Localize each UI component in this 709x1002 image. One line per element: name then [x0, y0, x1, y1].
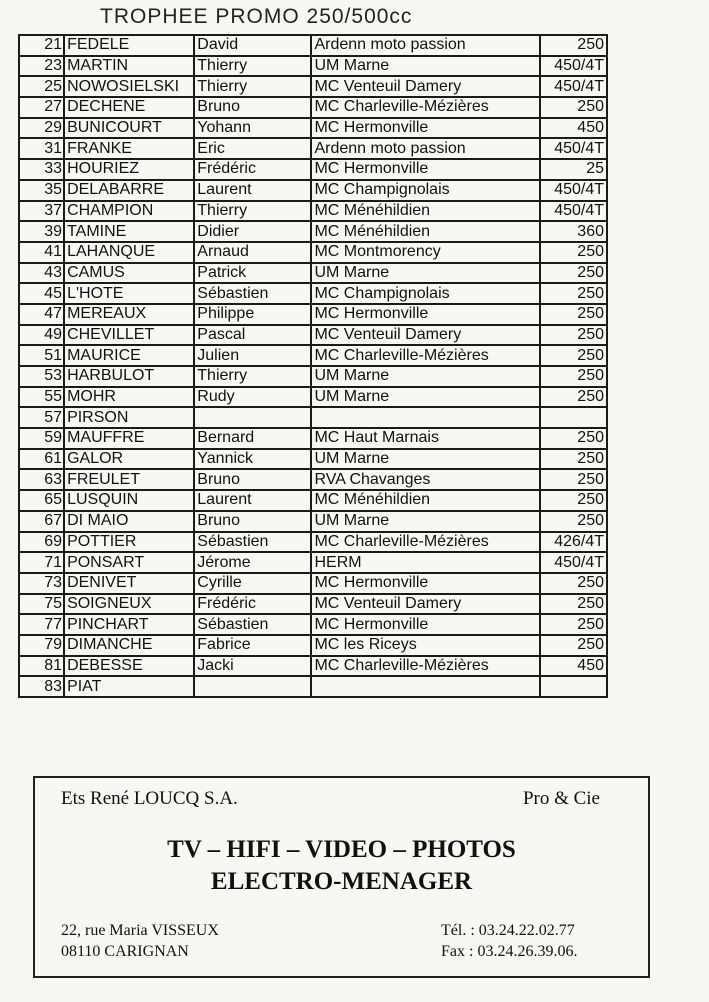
- rider-displacement: [540, 407, 607, 428]
- rider-number: 67: [19, 511, 64, 532]
- rider-lastname: POTTIER: [64, 532, 194, 553]
- table-row: [19, 656, 607, 677]
- rider-club: Ardenn moto passion: [311, 35, 539, 56]
- rider-club: MC Venteuil Damery: [311, 76, 539, 97]
- table-row: [19, 283, 607, 304]
- table-row: [19, 594, 607, 615]
- rider-lastname: PINCHART: [64, 614, 194, 635]
- table-row: [19, 387, 607, 408]
- rider-lastname: MEREAUX: [64, 304, 194, 325]
- ad-company-name: Ets René LOUCQ S.A.: [61, 788, 238, 809]
- table-row: [19, 201, 607, 222]
- rider-displacement: 250: [540, 635, 607, 656]
- rider-club: MC Ménéhildien: [311, 201, 539, 222]
- rider-lastname: CAMUS: [64, 263, 194, 284]
- rider-displacement: 250: [540, 594, 607, 615]
- rider-number: 25: [19, 76, 64, 97]
- rider-lastname: MOHR: [64, 387, 194, 408]
- rider-lastname: MAURICE: [64, 345, 194, 366]
- rider-displacement: 450/4T: [540, 56, 607, 77]
- rider-displacement: 450/4T: [540, 138, 607, 159]
- rider-displacement: 250: [540, 263, 607, 284]
- rider-firstname: Thierry: [194, 56, 311, 77]
- ad-brand: Pro & Cie: [522, 788, 600, 809]
- rider-lastname: PIAT: [64, 676, 194, 697]
- rider-number: 73: [19, 573, 64, 594]
- rider-lastname: BUNICOURT: [64, 118, 194, 139]
- rider-lastname: L'HOTE: [64, 283, 194, 304]
- table-row: [19, 35, 607, 56]
- table-row: [19, 366, 607, 387]
- rider-displacement: 250: [540, 283, 607, 304]
- rider-number: 41: [19, 242, 64, 263]
- rider-displacement: 250: [540, 242, 607, 263]
- ad-address: [61, 920, 219, 962]
- rider-displacement: 450/4T: [540, 201, 607, 222]
- rider-club: MC Hermonville: [311, 573, 539, 594]
- rider-displacement: 250: [540, 449, 607, 470]
- ad-phone: Tél. : 03.24.22.02.77: [441, 922, 575, 939]
- rider-firstname: Jérome: [194, 552, 311, 573]
- rider-firstname: [194, 407, 311, 428]
- rider-lastname: PONSART: [64, 552, 194, 573]
- rider-number: 61: [19, 449, 64, 470]
- rider-firstname: Yohann: [194, 118, 311, 139]
- rider-club: MC les Riceys: [311, 635, 539, 656]
- table-row: [19, 76, 607, 97]
- rider-club: MC Hermonville: [311, 118, 539, 139]
- rider-displacement: [540, 676, 607, 697]
- rider-club: MC Hermonville: [311, 159, 539, 180]
- rider-club: MC Ménéhildien: [311, 221, 539, 242]
- rider-number: 69: [19, 532, 64, 553]
- rider-displacement: 450: [540, 118, 607, 139]
- rider-lastname: FEDELE: [64, 35, 194, 56]
- rider-club: MC Charleville-Mézières: [311, 345, 539, 366]
- rider-lastname: DIMANCHE: [64, 635, 194, 656]
- rider-number: 79: [19, 635, 64, 656]
- table-row: [19, 304, 607, 325]
- rider-displacement: 426/4T: [540, 532, 607, 553]
- rider-lastname: NOWOSIELSKI: [64, 76, 194, 97]
- rider-displacement: 250: [540, 428, 607, 449]
- rider-firstname: Frédéric: [194, 594, 311, 615]
- rider-firstname: Yannick: [194, 449, 311, 470]
- rider-club: HERM: [311, 552, 539, 573]
- rider-displacement: 250: [540, 345, 607, 366]
- rider-lastname: SOIGNEUX: [64, 594, 194, 615]
- rider-displacement: 250: [540, 35, 607, 56]
- rider-number: 27: [19, 97, 64, 118]
- rider-firstname: Thierry: [194, 76, 311, 97]
- rider-displacement: 250: [540, 97, 607, 118]
- table-row: [19, 242, 607, 263]
- rider-club: UM Marne: [311, 263, 539, 284]
- rider-club: UM Marne: [311, 449, 539, 470]
- rider-number: 81: [19, 656, 64, 677]
- table-row: [19, 428, 607, 449]
- rider-club: RVA Chavanges: [311, 469, 539, 490]
- rider-displacement: 250: [540, 511, 607, 532]
- table-row: [19, 614, 607, 635]
- table-row: [19, 56, 607, 77]
- rider-firstname: [194, 676, 311, 697]
- rider-number: 39: [19, 221, 64, 242]
- rider-firstname: Sébastien: [194, 532, 311, 553]
- rider-lastname: MAUFFRE: [64, 428, 194, 449]
- page-title: TROPHEE PROMO 250/500cc: [100, 5, 413, 24]
- rider-lastname: PIRSON: [64, 407, 194, 428]
- table-row: [19, 532, 607, 553]
- rider-number: 47: [19, 304, 64, 325]
- ad-appliances-line: ELECTRO-MENAGER: [210, 868, 473, 895]
- table-row: [19, 118, 607, 139]
- ad-contact: [441, 920, 577, 962]
- advertisement-box: [33, 776, 650, 978]
- rider-club: MC Montmorency: [311, 242, 539, 263]
- rider-firstname: Jacki: [194, 656, 311, 677]
- rider-firstname: Bernard: [194, 428, 311, 449]
- table-row: [19, 490, 607, 511]
- rider-displacement: 250: [540, 469, 607, 490]
- rider-lastname: CHAMPION: [64, 201, 194, 222]
- rider-displacement: 250: [540, 573, 607, 594]
- rider-displacement: 250: [540, 387, 607, 408]
- rider-club: UM Marne: [311, 511, 539, 532]
- rider-number: 51: [19, 345, 64, 366]
- rider-club: UM Marne: [311, 387, 539, 408]
- rider-displacement: 450: [540, 656, 607, 677]
- rider-displacement: 450/4T: [540, 180, 607, 201]
- rider-club: MC Hermonville: [311, 304, 539, 325]
- rider-firstname: Sébastien: [194, 283, 311, 304]
- rider-firstname: Arnaud: [194, 242, 311, 263]
- table-row: [19, 573, 607, 594]
- ad-city: 08110 CARIGNAN: [61, 943, 189, 960]
- rider-displacement: 450/4T: [540, 552, 607, 573]
- rider-club: MC Charleville-Mézières: [311, 97, 539, 118]
- rider-displacement: 450/4T: [540, 76, 607, 97]
- rider-displacement: 250: [540, 614, 607, 635]
- rider-club: UM Marne: [311, 366, 539, 387]
- rider-firstname: Philippe: [194, 304, 311, 325]
- rider-number: 57: [19, 407, 64, 428]
- rider-firstname: Frédéric: [194, 159, 311, 180]
- rider-firstname: Rudy: [194, 387, 311, 408]
- rider-lastname: LAHANQUE: [64, 242, 194, 263]
- rider-number: 21: [19, 35, 64, 56]
- table-row: [19, 552, 607, 573]
- rider-lastname: CHEVILLET: [64, 325, 194, 346]
- rider-firstname: Thierry: [194, 366, 311, 387]
- rider-lastname: FREULET: [64, 469, 194, 490]
- rider-displacement: 25: [540, 159, 607, 180]
- rider-firstname: Cyrille: [194, 573, 311, 594]
- rider-number: 37: [19, 201, 64, 222]
- rider-club: [311, 676, 539, 697]
- rider-number: 83: [19, 676, 64, 697]
- rider-club: MC Haut Marnais: [311, 428, 539, 449]
- ad-products-line: TV – HIFI – VIDEO – PHOTOS: [167, 836, 516, 863]
- rider-number: 75: [19, 594, 64, 615]
- rider-club: MC Charleville-Mézières: [311, 656, 539, 677]
- table-row: [19, 676, 607, 697]
- rider-firstname: Sébastien: [194, 614, 311, 635]
- rider-lastname: TAMINE: [64, 221, 194, 242]
- rider-number: 65: [19, 490, 64, 511]
- rider-firstname: Bruno: [194, 511, 311, 532]
- rider-displacement: 250: [540, 490, 607, 511]
- table-row: [19, 263, 607, 284]
- table-row: [19, 97, 607, 118]
- rider-displacement: 360: [540, 221, 607, 242]
- rider-displacement: 250: [540, 366, 607, 387]
- rider-club: MC Ménéhildien: [311, 490, 539, 511]
- table-row: [19, 511, 607, 532]
- rider-firstname: Bruno: [194, 97, 311, 118]
- rider-number: 29: [19, 118, 64, 139]
- rider-firstname: Didier: [194, 221, 311, 242]
- rider-number: 63: [19, 469, 64, 490]
- rider-firstname: Laurent: [194, 490, 311, 511]
- rider-club: MC Hermonville: [311, 614, 539, 635]
- rider-firstname: Patrick: [194, 263, 311, 284]
- table-row: [19, 407, 607, 428]
- rider-firstname: Laurent: [194, 180, 311, 201]
- rider-lastname: DENIVET: [64, 573, 194, 594]
- table-row: [19, 635, 607, 656]
- rider-lastname: MARTIN: [64, 56, 194, 77]
- rider-number: 35: [19, 180, 64, 201]
- table-row: [19, 449, 607, 470]
- rider-lastname: DEBESSE: [64, 656, 194, 677]
- rider-lastname: DECHENE: [64, 97, 194, 118]
- rider-lastname: GALOR: [64, 449, 194, 470]
- rider-number: 49: [19, 325, 64, 346]
- rider-club: MC Venteuil Damery: [311, 325, 539, 346]
- results-table: [18, 34, 608, 698]
- rider-firstname: Fabrice: [194, 635, 311, 656]
- rider-firstname: David: [194, 35, 311, 56]
- rider-club: UM Marne: [311, 56, 539, 77]
- rider-lastname: FRANKE: [64, 138, 194, 159]
- rider-number: 45: [19, 283, 64, 304]
- rider-displacement: 250: [540, 304, 607, 325]
- rider-lastname: DELABARRE: [64, 180, 194, 201]
- rider-number: 53: [19, 366, 64, 387]
- ad-fax: Fax : 03.24.26.39.06.: [441, 943, 578, 960]
- rider-number: 55: [19, 387, 64, 408]
- rider-number: 23: [19, 56, 64, 77]
- rider-firstname: Pascal: [194, 325, 311, 346]
- rider-number: 59: [19, 428, 64, 449]
- rider-club: Ardenn moto passion: [311, 138, 539, 159]
- rider-firstname: Thierry: [194, 201, 311, 222]
- rider-number: 33: [19, 159, 64, 180]
- results-table-body: [19, 35, 607, 697]
- rider-club: MC Venteuil Damery: [311, 594, 539, 615]
- rider-firstname: Eric: [194, 138, 311, 159]
- rider-firstname: Julien: [194, 345, 311, 366]
- rider-club: MC Charleville-Mézières: [311, 532, 539, 553]
- table-row: [19, 345, 607, 366]
- table-row: [19, 180, 607, 201]
- rider-lastname: LUSQUIN: [64, 490, 194, 511]
- table-row: [19, 325, 607, 346]
- rider-number: 77: [19, 614, 64, 635]
- rider-number: 43: [19, 263, 64, 284]
- rider-firstname: Bruno: [194, 469, 311, 490]
- rider-lastname: HOURIEZ: [64, 159, 194, 180]
- rider-lastname: HARBULOT: [64, 366, 194, 387]
- table-row: [19, 138, 607, 159]
- table-row: [19, 469, 607, 490]
- rider-number: 71: [19, 552, 64, 573]
- rider-club: MC Champignolais: [311, 180, 539, 201]
- rider-club: [311, 407, 539, 428]
- table-row: [19, 221, 607, 242]
- table-row: [19, 159, 607, 180]
- rider-club: MC Champignolais: [311, 283, 539, 304]
- ad-street: 22, rue Maria VISSEUX: [61, 922, 219, 939]
- rider-lastname: DI MAIO: [64, 511, 194, 532]
- rider-displacement: 250: [540, 325, 607, 346]
- rider-number: 31: [19, 138, 64, 159]
